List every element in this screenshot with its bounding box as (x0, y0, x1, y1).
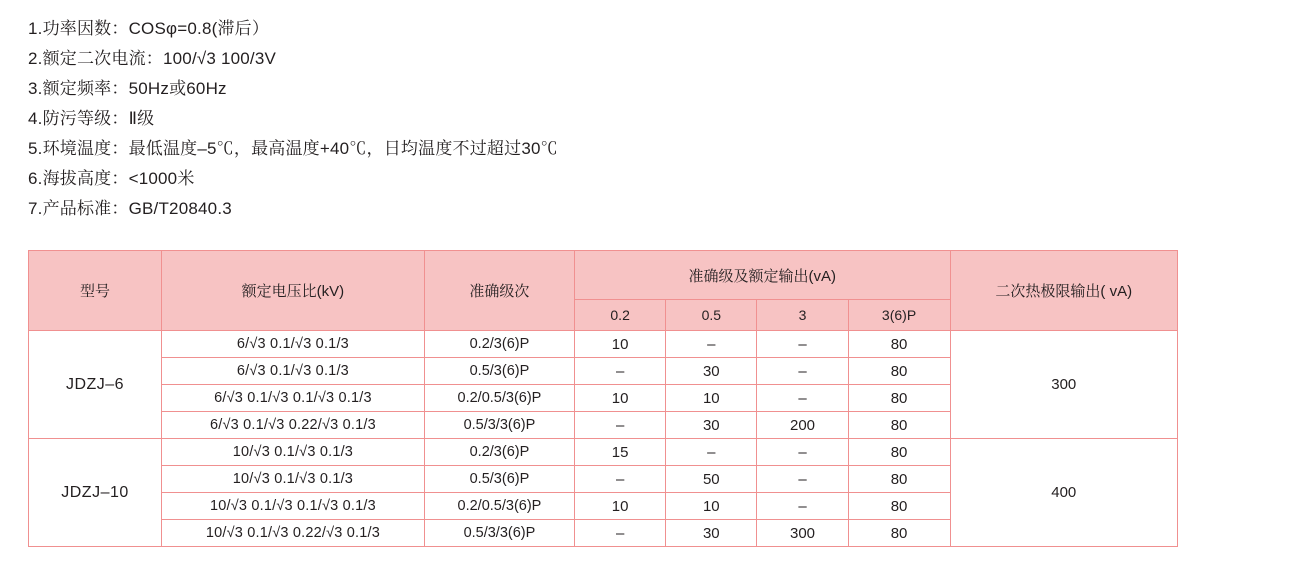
cell-output-3: – (757, 358, 848, 385)
cell-ratio: 10/√3 0.1/√3 0.1/3 (162, 439, 425, 466)
cell-ratio: 6/√3 0.1/√3 0.1/3 (162, 331, 425, 358)
cell-output-05: – (666, 439, 757, 466)
cell-output-02: 10 (575, 493, 666, 520)
cell-output-05: 30 (666, 412, 757, 439)
cell-output-3: – (757, 439, 848, 466)
cell-output-36p: 80 (848, 493, 950, 520)
cell-class: 0.5/3/3(6)P (424, 412, 574, 439)
cell-output-3: – (757, 331, 848, 358)
table-header (29, 251, 1178, 331)
spec-item-1: 1.功率因数：COSφ=0.8(滞后） (28, 19, 270, 38)
cell-output-05: 50 (666, 466, 757, 493)
cell-ratio: 6/√3 0.1/√3 0.1/√3 0.1/3 (162, 385, 425, 412)
table-row (29, 439, 1178, 466)
cell-class: 0.5/3(6)P (424, 358, 574, 385)
cell-ratio: 6/√3 0.1/√3 0.22/√3 0.1/3 (162, 412, 425, 439)
cell-output-3: – (757, 385, 848, 412)
spec-item-4: 4.防污等级：Ⅱ级 (28, 109, 155, 128)
cell-class: 0.2/3(6)P (424, 439, 574, 466)
cell-model: JDZJ–6 (29, 331, 162, 439)
cell-class: 0.5/3(6)P (424, 466, 574, 493)
spec-item-3: 3.额定频率：50Hz或60Hz (28, 79, 227, 98)
cell-output-05: 10 (666, 493, 757, 520)
cell-ratio: 10/√3 0.1/√3 0.22/√3 0.1/3 (162, 520, 425, 547)
spec-item-6: 6.海拔高度：<1000米 (28, 169, 195, 188)
cell-output-02: – (575, 358, 666, 385)
header-sub-05: 0.5 (666, 300, 757, 331)
header-sub-3: 3 (757, 300, 848, 331)
cell-output-02: – (575, 412, 666, 439)
cell-output-02: 10 (575, 385, 666, 412)
cell-output-36p: 80 (848, 331, 950, 358)
header-accuracy-output-group: 准确级及额定输出(vA) (575, 251, 950, 300)
cell-class: 0.2/0.5/3(6)P (424, 493, 574, 520)
spec-item-5: 5.环境温度：最低温度–5℃，最高温度+40℃，日均温度不过超过30℃ (28, 139, 558, 158)
cell-output-05: 30 (666, 358, 757, 385)
cell-output-05: – (666, 331, 757, 358)
cell-model: JDZJ–10 (29, 439, 162, 547)
cell-ratio: 6/√3 0.1/√3 0.1/3 (162, 358, 425, 385)
cell-output-05: 30 (666, 520, 757, 547)
header-voltage-ratio: 额定电压比(kV) (162, 251, 425, 331)
table-header-row-1 (29, 251, 1178, 300)
header-sub-36p: 3(6)P (848, 300, 950, 331)
spec-item-2: 2.额定二次电流：100/√3 100/3V (28, 49, 277, 68)
cell-output-36p: 80 (848, 439, 950, 466)
cell-output-02: 10 (575, 331, 666, 358)
header-sub-02: 0.2 (575, 300, 666, 331)
cell-ratio: 10/√3 0.1/√3 0.1/√3 0.1/3 (162, 493, 425, 520)
cell-output-36p: 80 (848, 358, 950, 385)
cell-output-36p: 80 (848, 385, 950, 412)
cell-output-02: – (575, 520, 666, 547)
cell-output-36p: 80 (848, 412, 950, 439)
specification-table (28, 250, 1178, 547)
cell-output-36p: 80 (848, 466, 950, 493)
specification-list (28, 14, 1289, 224)
cell-class: 0.2/0.5/3(6)P (424, 385, 574, 412)
cell-output-3: – (757, 466, 848, 493)
cell-thermal-limit: 300 (950, 331, 1178, 439)
cell-output-3: 300 (757, 520, 848, 547)
cell-output-02: 15 (575, 439, 666, 466)
header-accuracy-class: 准确级次 (424, 251, 574, 331)
cell-output-02: – (575, 466, 666, 493)
cell-output-05: 10 (666, 385, 757, 412)
cell-class: 0.2/3(6)P (424, 331, 574, 358)
cell-class: 0.5/3/3(6)P (424, 520, 574, 547)
table-row (29, 331, 1178, 358)
header-model: 型号 (29, 251, 162, 331)
cell-output-3: 200 (757, 412, 848, 439)
table-body (29, 331, 1178, 547)
spec-item-7: 7.产品标准：GB/T20840.3 (28, 199, 232, 218)
header-thermal-limit-output: 二次热极限输出( vA) (950, 251, 1178, 331)
cell-thermal-limit: 400 (950, 439, 1178, 547)
cell-output-36p: 80 (848, 520, 950, 547)
cell-ratio: 10/√3 0.1/√3 0.1/3 (162, 466, 425, 493)
cell-output-3: – (757, 493, 848, 520)
